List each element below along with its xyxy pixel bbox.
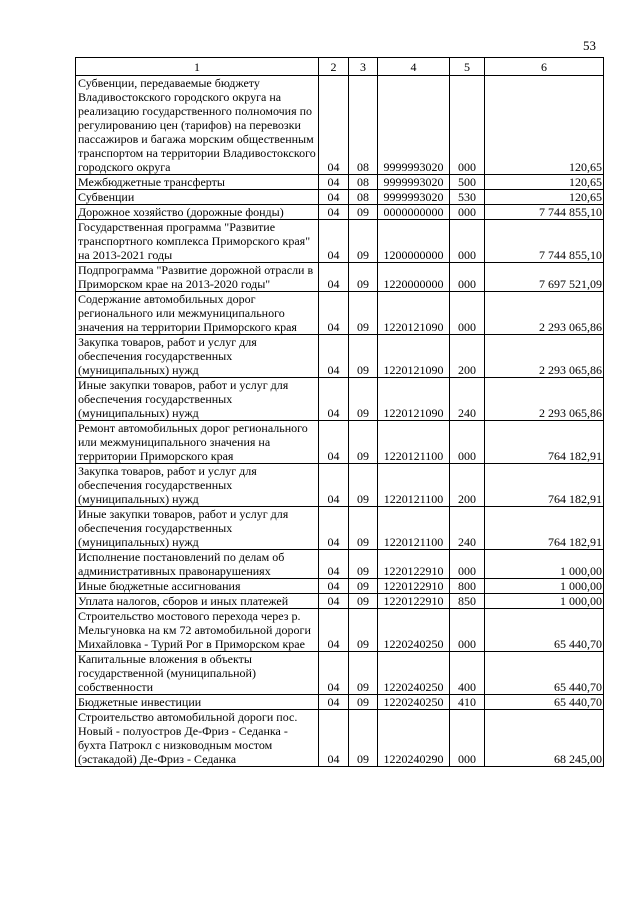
row-section: 04 — [319, 594, 349, 609]
row-target-code: 1220121090 — [378, 292, 450, 335]
row-name: Исполнение постановлений по делам об административных правонарушениях — [76, 550, 319, 579]
row-subsection: 09 — [349, 594, 378, 609]
table-row — [76, 609, 604, 652]
row-section: 04 — [319, 710, 349, 767]
row-target-code: 1220122910 — [378, 594, 450, 609]
row-name: Капитальные вложения в объекты государственной (муниципальной) собственности — [76, 652, 319, 695]
header-col-6: 6 — [485, 58, 604, 76]
row-section: 04 — [319, 292, 349, 335]
table-row — [76, 205, 604, 220]
row-subsection: 09 — [349, 550, 378, 579]
row-section: 04 — [319, 175, 349, 190]
row-section: 04 — [319, 464, 349, 507]
row-name: Подпрограмма "Развитие дорожной отрасли в Приморском крае на 2013-2020 годы" — [76, 263, 319, 292]
row-section: 04 — [319, 335, 349, 378]
row-expense-type: 240 — [450, 378, 485, 421]
row-expense-type: 000 — [450, 550, 485, 579]
row-name: Уплата налогов, сборов и иных платежей — [76, 594, 319, 609]
row-subsection: 08 — [349, 76, 378, 175]
row-expense-type: 000 — [450, 710, 485, 767]
row-amount: 1 000,00 — [485, 579, 604, 594]
row-subsection: 09 — [349, 335, 378, 378]
row-amount: 2 293 065,86 — [485, 378, 604, 421]
table-row — [76, 652, 604, 695]
row-section: 04 — [319, 507, 349, 550]
row-expense-type: 000 — [450, 421, 485, 464]
row-name: Дорожное хозяйство (дорожные фонды) — [76, 205, 319, 220]
row-section: 04 — [319, 421, 349, 464]
table-row — [76, 190, 604, 205]
row-amount: 120,65 — [485, 76, 604, 175]
table-row — [76, 579, 604, 594]
row-subsection: 09 — [349, 421, 378, 464]
row-expense-type: 000 — [450, 292, 485, 335]
row-expense-type: 000 — [450, 76, 485, 175]
row-expense-type: 000 — [450, 205, 485, 220]
row-expense-type: 200 — [450, 464, 485, 507]
row-target-code: 9999993020 — [378, 190, 450, 205]
row-subsection: 09 — [349, 579, 378, 594]
row-name: Межбюджетные трансферты — [76, 175, 319, 190]
row-name: Бюджетные инвестиции — [76, 695, 319, 710]
row-amount: 2 293 065,86 — [485, 292, 604, 335]
row-target-code: 1200000000 — [378, 220, 450, 263]
row-amount: 7 744 855,10 — [485, 220, 604, 263]
row-name: Строительство мостового перехода через р. Мельгуновка на км 72 автомобильной дороги Михайловка - Турий Рог в Приморском крае — [76, 609, 319, 652]
table-row — [76, 76, 604, 175]
header-col-4: 4 — [378, 58, 450, 76]
table-row — [76, 220, 604, 263]
row-section: 04 — [319, 263, 349, 292]
header-row — [76, 58, 604, 76]
row-subsection: 09 — [349, 710, 378, 767]
row-expense-type: 200 — [450, 335, 485, 378]
row-subsection: 09 — [349, 378, 378, 421]
row-expense-type: 000 — [450, 609, 485, 652]
row-name: Субвенции — [76, 190, 319, 205]
page-number: 53 — [583, 38, 596, 53]
row-expense-type: 500 — [450, 175, 485, 190]
row-target-code: 1220121090 — [378, 378, 450, 421]
row-target-code: 1220240290 — [378, 710, 450, 767]
row-subsection: 09 — [349, 292, 378, 335]
row-amount: 65 440,70 — [485, 695, 604, 710]
header-col-1: 1 — [76, 58, 319, 76]
row-amount: 65 440,70 — [485, 652, 604, 695]
row-target-code: 9999993020 — [378, 175, 450, 190]
row-target-code: 1220122910 — [378, 550, 450, 579]
row-target-code: 1220240250 — [378, 695, 450, 710]
table-row — [76, 464, 604, 507]
row-expense-type: 240 — [450, 507, 485, 550]
row-expense-type: 410 — [450, 695, 485, 710]
row-target-code: 1220240250 — [378, 609, 450, 652]
row-expense-type: 400 — [450, 652, 485, 695]
table-row — [76, 507, 604, 550]
row-target-code: 1220121100 — [378, 421, 450, 464]
row-amount: 65 440,70 — [485, 609, 604, 652]
row-target-code: 1220121100 — [378, 507, 450, 550]
row-amount: 764 182,91 — [485, 464, 604, 507]
row-target-code: 1220122910 — [378, 579, 450, 594]
table-row — [76, 175, 604, 190]
table-row — [76, 421, 604, 464]
row-amount: 2 293 065,86 — [485, 335, 604, 378]
row-amount: 764 182,91 — [485, 421, 604, 464]
row-section: 04 — [319, 205, 349, 220]
row-name: Содержание автомобильных дорог регионального или межмуниципального значения на территории Приморского края — [76, 292, 319, 335]
table-row — [76, 550, 604, 579]
row-amount: 7 697 521,09 — [485, 263, 604, 292]
row-target-code: 1220000000 — [378, 263, 450, 292]
table-row — [76, 710, 604, 767]
row-amount: 68 245,00 — [485, 710, 604, 767]
row-amount: 120,65 — [485, 175, 604, 190]
row-subsection: 09 — [349, 263, 378, 292]
row-target-code: 0000000000 — [378, 205, 450, 220]
row-subsection: 09 — [349, 652, 378, 695]
table-row — [76, 263, 604, 292]
row-target-code: 1220240250 — [378, 652, 450, 695]
table-row — [76, 594, 604, 609]
row-subsection: 09 — [349, 609, 378, 652]
row-section: 04 — [319, 190, 349, 205]
row-name: Закупка товаров, работ и услуг для обеспечения государственных (муниципальных) нужд — [76, 464, 319, 507]
row-amount: 1 000,00 — [485, 550, 604, 579]
row-section: 04 — [319, 550, 349, 579]
row-amount: 1 000,00 — [485, 594, 604, 609]
row-target-code: 1220121090 — [378, 335, 450, 378]
row-subsection: 09 — [349, 695, 378, 710]
row-section: 04 — [319, 652, 349, 695]
row-name: Иные закупки товаров, работ и услуг для обеспечения государственных (муниципальных) нужд — [76, 378, 319, 421]
row-section: 04 — [319, 76, 349, 175]
row-name: Субвенции, передаваемые бюджету Владивостокского городского округа на реализацию государственного полномочия по регулированию цен (тарифов) на перевозки пассажиров и багажа морским общественным транспортом на территории Владивостокского городского округа — [76, 76, 319, 175]
row-section: 04 — [319, 220, 349, 263]
row-expense-type: 530 — [450, 190, 485, 205]
header-col-5: 5 — [450, 58, 485, 76]
table-row — [76, 335, 604, 378]
row-expense-type: 850 — [450, 594, 485, 609]
row-name: Строительство автомобильной дороги пос. Новый - полуостров Де-Фриз - Седанка - бухта Патрокл с низководным мостом (эстакадой) Де-Фриз - Седанка — [76, 710, 319, 767]
row-subsection: 09 — [349, 464, 378, 507]
row-expense-type: 000 — [450, 263, 485, 292]
row-subsection: 08 — [349, 175, 378, 190]
row-name: Ремонт автомобильных дорог регионального или межмуниципального значения на территории Приморского края — [76, 421, 319, 464]
table-row — [76, 695, 604, 710]
row-section: 04 — [319, 609, 349, 652]
row-target-code: 9999993020 — [378, 76, 450, 175]
row-amount: 764 182,91 — [485, 507, 604, 550]
row-amount: 7 744 855,10 — [485, 205, 604, 220]
header-col-3: 3 — [349, 58, 378, 76]
row-name: Государственная программа "Развитие транспортного комплекса Приморского края" на 2013-2021 годы — [76, 220, 319, 263]
row-subsection: 08 — [349, 190, 378, 205]
row-subsection: 09 — [349, 507, 378, 550]
row-section: 04 — [319, 579, 349, 594]
row-name: Иные бюджетные ассигнования — [76, 579, 319, 594]
row-amount: 120,65 — [485, 190, 604, 205]
row-target-code: 1220121100 — [378, 464, 450, 507]
row-subsection: 09 — [349, 220, 378, 263]
budget-table — [75, 57, 604, 767]
table-row — [76, 292, 604, 335]
table-row — [76, 378, 604, 421]
row-name: Закупка товаров, работ и услуг для обеспечения государственных (муниципальных) нужд — [76, 335, 319, 378]
row-section: 04 — [319, 695, 349, 710]
row-section: 04 — [319, 378, 349, 421]
row-expense-type: 800 — [450, 579, 485, 594]
row-subsection: 09 — [349, 205, 378, 220]
row-name: Иные закупки товаров, работ и услуг для обеспечения государственных (муниципальных) нужд — [76, 507, 319, 550]
row-expense-type: 000 — [450, 220, 485, 263]
header-col-2: 2 — [319, 58, 349, 76]
